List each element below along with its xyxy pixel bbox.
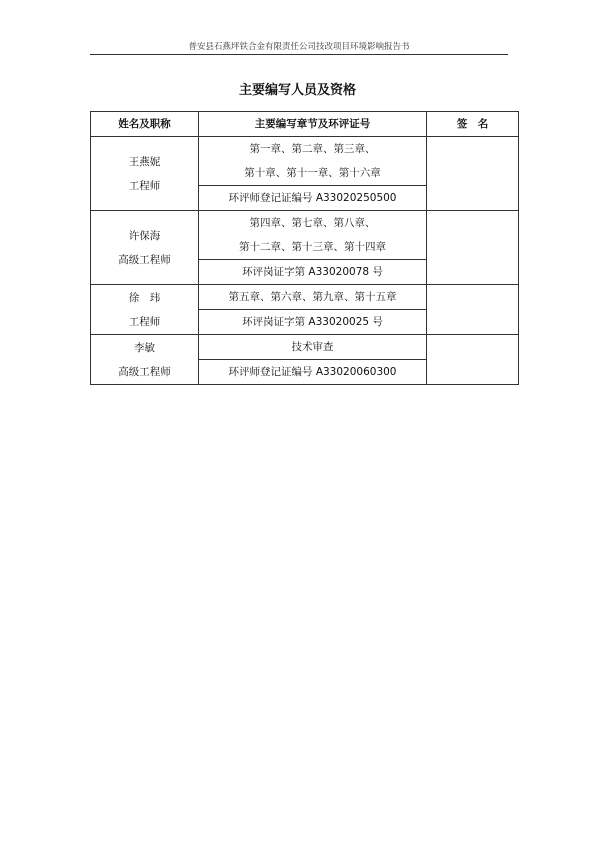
person-rank: 高级工程师 [118,253,171,266]
person-name: 徐 玮 [128,291,161,304]
certificate-cell: 环评师登记证编号 A33020250500 [199,186,427,211]
person-rank: 工程师 [128,179,161,192]
person-name: 许保海 [128,229,161,242]
page-title: 主要编写人员及资格 [238,83,356,98]
certificate-cell: 环评师登记证编号 A33020060300 [199,360,427,385]
chapters-cell: 技术审查 [199,335,427,360]
header-name-title: 姓名及职称 [91,112,199,137]
running-header: 普安县石燕坪铁合金有限责任公司技改项目环境影响报告书 [188,42,410,52]
chapters-cell [199,211,427,260]
header-chapters-certificate: 主要编写章节及环评证号 [199,112,427,137]
header-divider [90,54,508,55]
table-header-row [91,112,519,137]
person-cell [91,137,199,211]
person-cell [91,211,199,285]
signature-cell [427,211,519,285]
signature-cell [427,285,519,335]
person-rank: 高级工程师 [118,365,171,378]
chapters-line: 第四章、第七章、第八章、 [249,217,376,229]
certificate-cell: 环评岗证字第 A33020078 号 [199,260,427,285]
table-row [91,137,519,186]
chapters-line: 第十章、第十一章、第十六章 [244,167,381,179]
chapters-cell: 第五章、第六章、第九章、第十五章 [199,285,427,310]
person-cell [91,335,199,385]
table-row [91,335,519,360]
signature-cell [427,335,519,385]
chapters-cell [199,137,427,186]
person-name: 李敏 [134,341,155,354]
header-signature: 签 名 [427,112,519,137]
person-cell [91,285,199,335]
table-row [91,285,519,310]
chapters-line: 第一章、第二章、第三章、 [249,143,376,155]
signature-cell [427,137,519,211]
person-name: 王燕妮 [128,155,161,168]
chapters-line: 第十二章、第十三章、第十四章 [239,241,386,253]
table-row [91,211,519,260]
staff-qualification-table [90,111,519,385]
person-rank: 工程师 [128,315,161,328]
certificate-cell: 环评岗证字第 A33020025 号 [199,310,427,335]
